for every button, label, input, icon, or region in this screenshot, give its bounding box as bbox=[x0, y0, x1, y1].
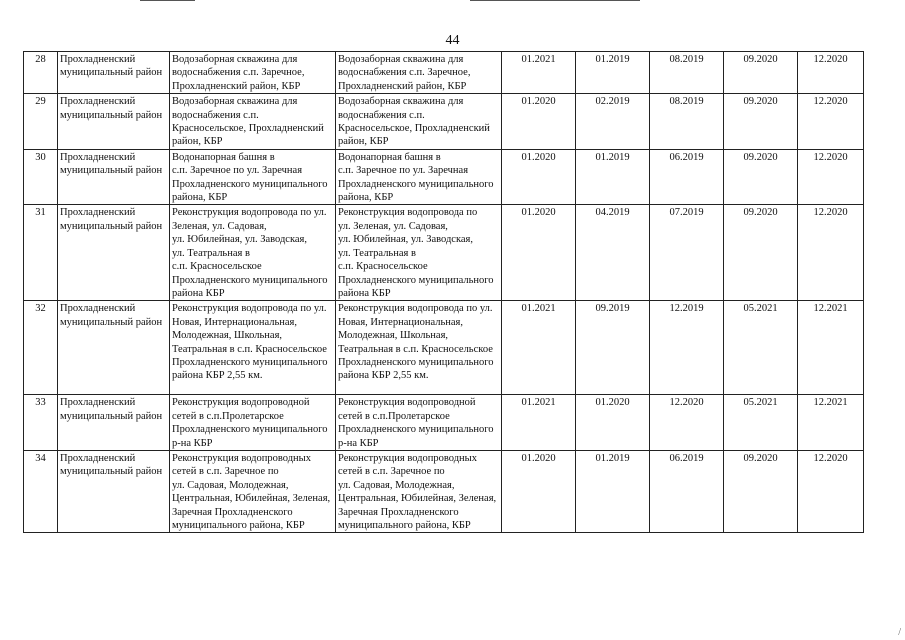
object-duplicate-cell: Реконструкция водопровода по ул. Зеленая, ул. Садовая, ул. Юбилейная, ул. Заводская, ул. Театральная в с.п. Красносельское Прохладненского муниципального района КБР bbox=[336, 205, 502, 301]
row-number: 30 bbox=[24, 149, 58, 205]
date-cell: 09.2020 bbox=[724, 52, 798, 94]
table-row bbox=[24, 450, 864, 532]
date-cell: 01.2021 bbox=[502, 395, 576, 451]
date-cell: 12.2020 bbox=[798, 52, 864, 94]
projects-table bbox=[23, 51, 864, 533]
date-cell: 01.2021 bbox=[502, 301, 576, 395]
table-row bbox=[24, 395, 864, 451]
table-row bbox=[24, 205, 864, 301]
date-cell: 07.2019 bbox=[650, 205, 724, 301]
date-cell: 01.2020 bbox=[502, 149, 576, 205]
object-duplicate-cell: Реконструкция водопровода по ул. Новая, Интернациональная, Молодежная, Школьная, Театральная в с.п. Красносельское Прохладненского муниципального района КБР 2,55 км. bbox=[336, 301, 502, 395]
table-row bbox=[24, 52, 864, 94]
date-cell: 09.2020 bbox=[724, 94, 798, 150]
object-cell: Реконструкция водопроводной сетей в с.п.Пролетарское Прохладненского муниципального р-на КБР bbox=[170, 395, 336, 451]
table-body bbox=[24, 52, 864, 533]
date-cell: 06.2019 bbox=[650, 450, 724, 532]
date-cell: 12.2019 bbox=[650, 301, 724, 395]
date-cell: 01.2020 bbox=[502, 205, 576, 301]
date-cell: 01.2019 bbox=[576, 52, 650, 94]
date-cell: 12.2020 bbox=[798, 205, 864, 301]
date-cell: 12.2020 bbox=[798, 450, 864, 532]
table-row bbox=[24, 301, 864, 395]
municipality-cell: Прохладненский муниципальный район bbox=[58, 52, 170, 94]
object-cell: Реконструкция водопроводных сетей в с.п. Заречное по ул. Садовая, Молодежная, Центральная, Юбилейная, Зеленая, Заречная Прохладненского муниципального района, КБР bbox=[170, 450, 336, 532]
object-cell: Реконструкция водопровода по ул. Новая, Интернациональная, Молодежная, Школьная, Театральная в с.п. Красносельское Прохладненского муниципального района КБР 2,55 км. bbox=[170, 301, 336, 395]
date-cell: 02.2019 bbox=[576, 94, 650, 150]
date-cell: 09.2020 bbox=[724, 450, 798, 532]
date-cell: 12.2021 bbox=[798, 395, 864, 451]
municipality-cell: Прохладненский муниципальный район bbox=[58, 94, 170, 150]
date-cell: 01.2020 bbox=[502, 450, 576, 532]
date-cell: 04.2019 bbox=[576, 205, 650, 301]
date-cell: 09.2020 bbox=[724, 149, 798, 205]
date-cell: 08.2019 bbox=[650, 94, 724, 150]
row-number: 33 bbox=[24, 395, 58, 451]
row-number: 28 bbox=[24, 52, 58, 94]
municipality-cell: Прохладненский муниципальный район bbox=[58, 395, 170, 451]
municipality-cell: Прохладненский муниципальный район bbox=[58, 205, 170, 301]
date-cell: 09.2020 bbox=[724, 205, 798, 301]
row-number: 31 bbox=[24, 205, 58, 301]
date-cell: 12.2021 bbox=[798, 301, 864, 395]
date-cell: 08.2019 bbox=[650, 52, 724, 94]
table-row bbox=[24, 149, 864, 205]
date-cell: 01.2021 bbox=[502, 52, 576, 94]
date-cell: 01.2019 bbox=[576, 149, 650, 205]
page-number: 44 bbox=[445, 33, 460, 48]
scan-line-right bbox=[470, 0, 640, 1]
municipality-cell: Прохладненский муниципальный район bbox=[58, 301, 170, 395]
date-cell: 12.2020 bbox=[798, 94, 864, 150]
scan-line-left bbox=[140, 0, 195, 1]
municipality-cell: Прохладненский муниципальный район bbox=[58, 149, 170, 205]
object-duplicate-cell: Реконструкция водопроводной сетей в с.п.Пролетарское Прохладненского муниципального р-на КБР bbox=[336, 395, 502, 451]
date-cell: 05.2021 bbox=[724, 301, 798, 395]
object-cell: Водозаборная скважина для водоснабжения с.п. Красносельское, Прохладненский район, КБР bbox=[170, 94, 336, 150]
date-cell: 06.2019 bbox=[650, 149, 724, 205]
date-cell: 01.2019 bbox=[576, 450, 650, 532]
date-cell: 01.2020 bbox=[576, 395, 650, 451]
row-number: 34 bbox=[24, 450, 58, 532]
date-cell: 12.2020 bbox=[798, 149, 864, 205]
object-cell: Реконструкция водопровода по ул. Зеленая, ул. Садовая, ул. Юбилейная, ул. Заводская, ул. Театральная в с.п. Красносельское Прохладненского муниципального района КБР bbox=[170, 205, 336, 301]
object-cell: Водонапорная башня в с.п. Заречное по ул. Заречная Прохладненского муниципального района, КБР bbox=[170, 149, 336, 205]
scan-mark: / bbox=[898, 627, 901, 638]
object-duplicate-cell: Водозаборная скважина для водоснабжения с.п. Заречное, Прохладненский район, КБР bbox=[336, 52, 502, 94]
date-cell: 01.2020 bbox=[502, 94, 576, 150]
row-number: 29 bbox=[24, 94, 58, 150]
object-duplicate-cell: Водонапорная башня в с.п. Заречное по ул. Заречная Прохладненского муниципального района, КБР bbox=[336, 149, 502, 205]
object-cell: Водозаборная скважина для водоснабжения с.п. Заречное, Прохладненский район, КБР bbox=[170, 52, 336, 94]
date-cell: 09.2019 bbox=[576, 301, 650, 395]
date-cell: 12.2020 bbox=[650, 395, 724, 451]
date-cell: 05.2021 bbox=[724, 395, 798, 451]
municipality-cell: Прохладненский муниципальный район bbox=[58, 450, 170, 532]
object-duplicate-cell: Водозаборная скважина для водоснабжения с.п. Красносельское, Прохладненский район, КБР bbox=[336, 94, 502, 150]
table-row bbox=[24, 94, 864, 150]
object-duplicate-cell: Реконструкция водопроводных сетей в с.п. Заречное по ул. Садовая, Молодежная, Центральная, Юбилейная, Зеленая, Заречная Прохладненского муниципального района, КБР bbox=[336, 450, 502, 532]
row-number: 32 bbox=[24, 301, 58, 395]
